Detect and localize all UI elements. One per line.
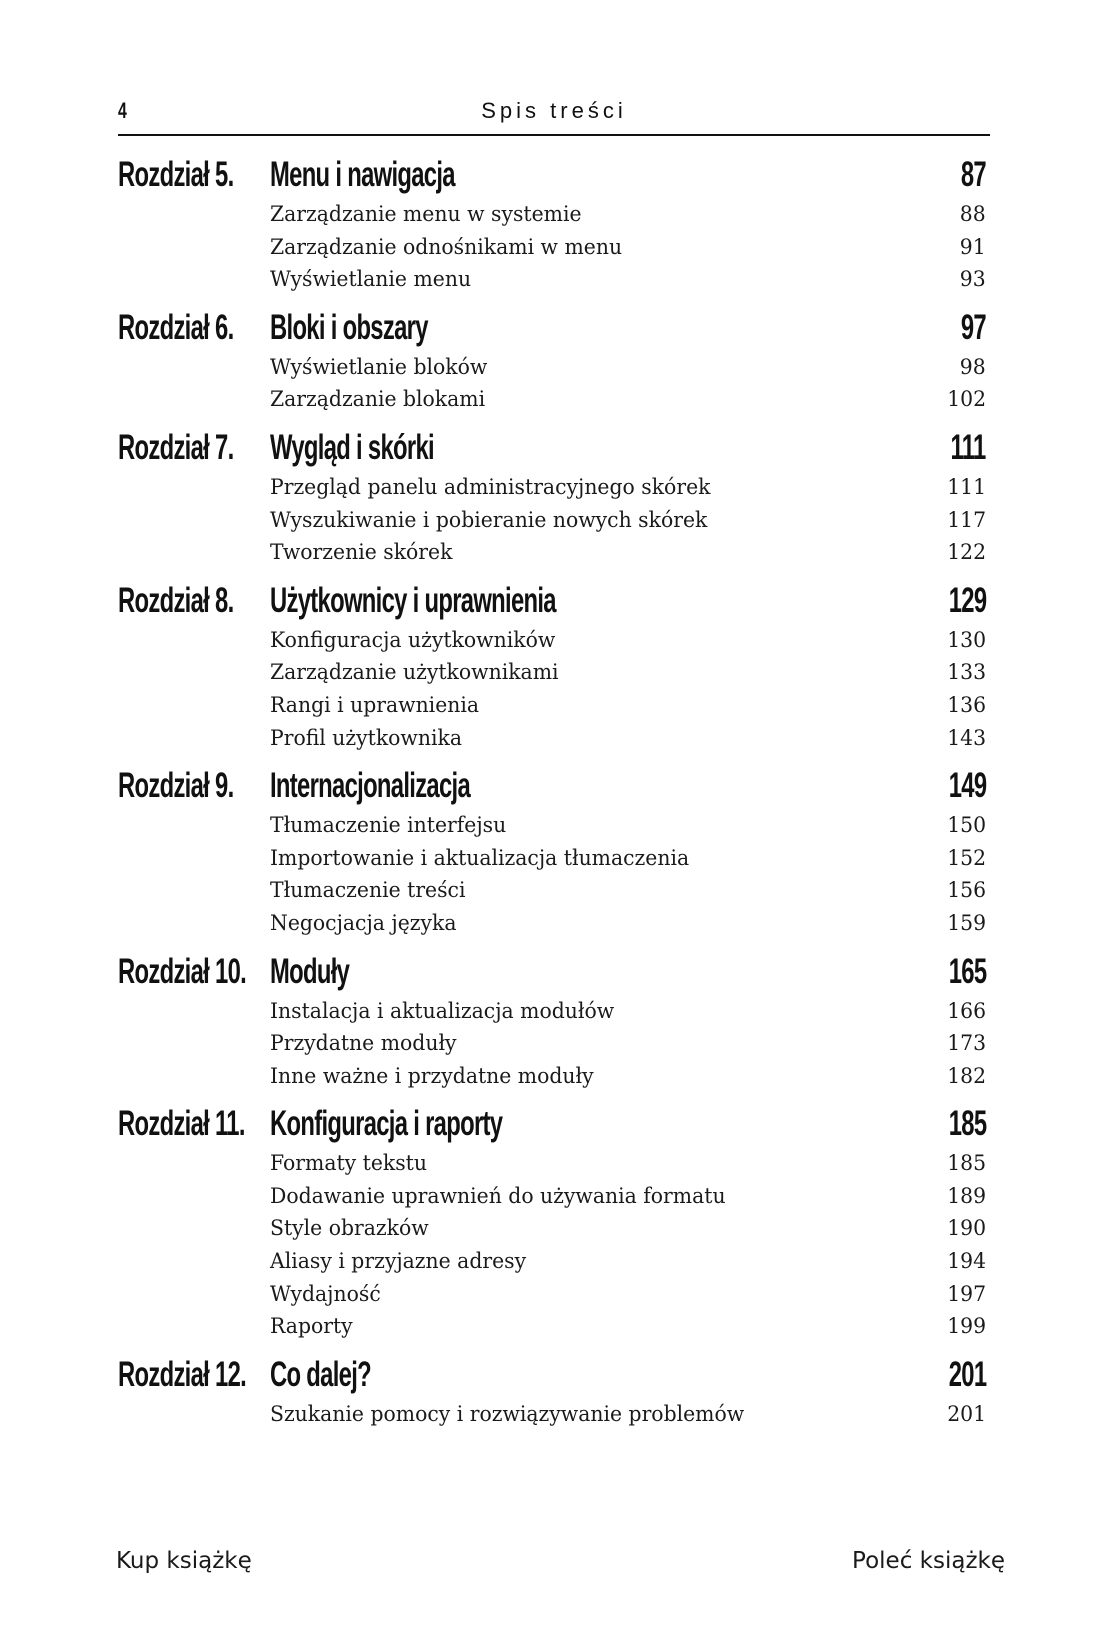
section-item (118, 1027, 986, 1060)
section-item (118, 842, 986, 875)
section-title: Zarządzanie blokami (270, 387, 486, 412)
section-item (118, 624, 986, 657)
section-page-number: 185 (947, 1151, 986, 1176)
section-page-number: 194 (947, 1249, 986, 1274)
section-item (118, 1310, 986, 1343)
section-item (118, 656, 986, 689)
chapter-heading (118, 1101, 986, 1147)
section-page-number: 130 (947, 627, 986, 652)
section-title: Tłumaczenie treści (270, 878, 466, 903)
section-page-number: 166 (947, 998, 986, 1023)
section-page-number: 122 (947, 540, 986, 565)
section-item (118, 1147, 986, 1180)
section-title: Wyświetlanie menu (270, 267, 472, 292)
section-page-number: 88 (960, 202, 986, 226)
section-page-number: 102 (947, 387, 986, 412)
chapter-page-number: 185 (948, 1104, 986, 1144)
chapter-title: Internacjonalizacja (270, 766, 471, 806)
chapter-label: Rozdział 5. (118, 155, 234, 194)
section-title: Zarządzanie menu w systemie (270, 202, 582, 226)
chapter-page-number: 97 (960, 307, 986, 347)
section-title: Konfiguracja użytkowników (270, 627, 556, 652)
section-title: Zarządzanie odnośnikami w menu (270, 234, 623, 259)
section-title: Rangi i uprawnienia (270, 692, 480, 717)
chapter-heading (118, 425, 986, 471)
section-title: Tworzenie skórek (270, 540, 453, 565)
section-page-number: 173 (947, 1031, 986, 1056)
buy-book-link[interactable]: Kup książkę (116, 1548, 252, 1574)
chapter-page-number: 165 (948, 951, 986, 991)
section-item (118, 995, 986, 1028)
section-title: Instalacja i aktualizacja modułów (270, 998, 615, 1023)
chapter-6 (118, 305, 986, 416)
section-title: Wydajność (270, 1281, 381, 1306)
table-of-contents (118, 152, 986, 1439)
section-title: Negocjacja języka (270, 910, 457, 935)
section-page-number: 152 (947, 845, 986, 870)
chapter-title: Wygląd i skórki (270, 427, 434, 467)
chapter-label: Rozdział 6. (118, 307, 234, 347)
chapter-title: Co dalej? (270, 1354, 372, 1394)
section-item (118, 1060, 986, 1093)
section-item (118, 1180, 986, 1213)
chapter-7 (118, 425, 986, 569)
chapter-title: Moduły (270, 951, 350, 991)
section-item (118, 383, 986, 416)
chapter-heading (118, 305, 986, 351)
section-title: Przegląd panelu administracyjnego skórek (270, 474, 711, 499)
section-title: Importowanie i aktualizacja tłumaczenia (270, 845, 690, 870)
chapter-page-number: 129 (948, 580, 986, 620)
section-title: Zarządzanie użytkownikami (270, 660, 559, 685)
section-page-number: 91 (960, 234, 986, 259)
section-page-number: 111 (947, 474, 986, 499)
chapter-label: Rozdział 7. (118, 427, 234, 467)
section-title: Szukanie pomocy i rozwiązywanie problemów (270, 1401, 745, 1426)
section-page-number: 189 (947, 1183, 986, 1208)
section-page-number: 199 (947, 1314, 986, 1339)
chapter-heading (118, 1352, 986, 1398)
section-page-number: 143 (947, 725, 986, 750)
section-page-number: 98 (960, 354, 986, 379)
section-item (118, 351, 986, 384)
section-item (118, 1398, 986, 1431)
section-page-number: 156 (947, 878, 986, 903)
section-title: Raporty (270, 1314, 353, 1339)
section-title: Profil użytkownika (270, 725, 462, 750)
section-item (118, 536, 986, 569)
chapter-5 (118, 152, 986, 296)
section-page-number: 197 (947, 1281, 986, 1306)
section-title: Wyszukiwanie i pobieranie nowych skórek (270, 507, 708, 532)
section-item (118, 809, 986, 842)
section-item (118, 504, 986, 537)
chapter-title: Menu i nawigacja (270, 155, 455, 194)
running-header (118, 98, 990, 136)
section-page-number: 136 (947, 692, 986, 717)
chapter-title: Bloki i obszary (270, 307, 428, 347)
chapter-8 (118, 578, 986, 754)
header-title: Spis treści (481, 98, 627, 123)
chapter-page-number: 149 (948, 766, 986, 806)
section-page-number: 117 (947, 507, 986, 532)
chapter-heading (118, 949, 986, 995)
section-item (118, 1212, 986, 1245)
chapter-page-number: 87 (960, 155, 986, 194)
chapter-label: Rozdział 12. (118, 1354, 247, 1394)
chapter-heading (118, 578, 986, 624)
section-item (118, 689, 986, 722)
section-title: Aliasy i przyjazne adresy (270, 1249, 527, 1274)
section-page-number: 190 (947, 1216, 986, 1241)
section-page-number: 159 (947, 910, 986, 935)
chapter-heading (118, 152, 986, 198)
chapter-label: Rozdział 10. (118, 951, 247, 991)
section-item (118, 722, 986, 755)
section-title: Przydatne moduły (270, 1031, 457, 1056)
section-item (118, 907, 986, 940)
chapter-11 (118, 1101, 986, 1343)
section-title: Tłumaczenie interfejsu (270, 813, 507, 838)
chapter-title: Konfiguracja i raporty (270, 1104, 503, 1144)
section-title: Inne ważne i przydatne moduły (270, 1063, 594, 1088)
section-item (118, 263, 986, 296)
recommend-book-link[interactable]: Poleć książkę (852, 1548, 1005, 1574)
section-item (118, 1245, 986, 1278)
chapter-page-number: 201 (948, 1354, 986, 1394)
chapter-9 (118, 763, 986, 939)
chapter-10 (118, 949, 986, 1093)
section-title: Dodawanie uprawnień do używania formatu (270, 1183, 726, 1208)
section-page-number: 93 (960, 267, 986, 292)
section-item (118, 874, 986, 907)
section-page-number: 133 (947, 660, 986, 685)
section-item (118, 471, 986, 504)
chapter-heading (118, 763, 986, 809)
chapter-label: Rozdział 9. (118, 766, 234, 806)
chapter-page-number: 111 (950, 427, 986, 467)
section-page-number: 201 (947, 1401, 986, 1426)
section-item (118, 1278, 986, 1311)
chapter-label: Rozdział 8. (118, 580, 234, 620)
section-item (118, 231, 986, 264)
section-page-number: 150 (947, 813, 986, 838)
chapter-title: Użytkownicy i uprawnienia (270, 580, 556, 620)
section-item (118, 198, 986, 231)
chapter-label: Rozdział 11. (118, 1104, 245, 1144)
page-number: 4 (118, 98, 127, 123)
section-page-number: 182 (947, 1063, 986, 1088)
section-title: Style obrazków (270, 1216, 429, 1241)
section-title: Wyświetlanie bloków (270, 354, 488, 379)
chapter-12 (118, 1352, 986, 1431)
section-title: Formaty tekstu (270, 1151, 428, 1176)
